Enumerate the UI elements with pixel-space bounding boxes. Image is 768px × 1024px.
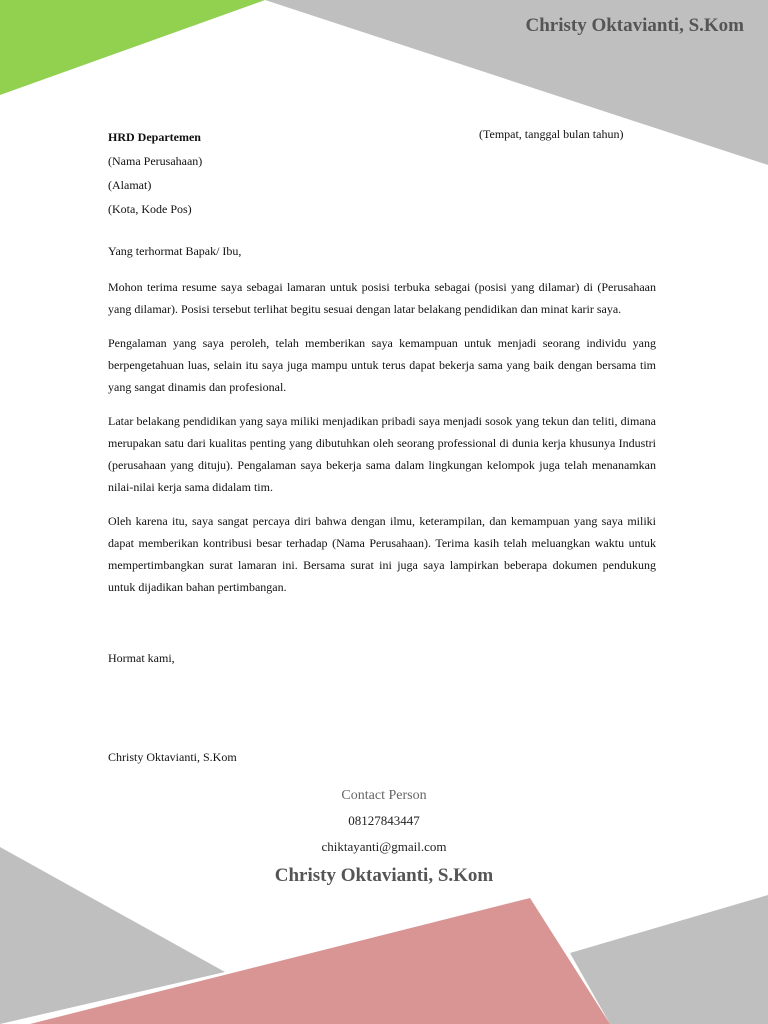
header-name: Christy Oktavianti, S.Kom [525, 15, 744, 36]
place-date: (Tempat, tanggal bulan tahun) [479, 127, 624, 141]
bottom-right-gray-shape [570, 895, 768, 1024]
body-paragraph: Latar belakang pendidikan yang saya miliki menjadikan pribadi saya menjadi sosok yang tekun dan teliti, dimana merupakan satu dari kualitas penting yang dibutuhkan oleh seorang professional di dunia kerja khusunya Industri (perusahaan yang dituju). Pengalaman saya bekerja sama dalam lingkungan kelompok juga telah menanamkan nilai-nilai kerja sama didalam tim. [108, 414, 656, 494]
top-green-triangle [0, 0, 265, 95]
salutation: Yang terhormat Bapak/ Ibu, [108, 244, 242, 258]
signer-name: Christy Oktavianti, S.Kom [108, 750, 237, 764]
recipient-company: (Nama Perusahaan) [108, 154, 203, 168]
body-paragraph: Pengalaman yang saya peroleh, telah memberikan saya kemampuan untuk menjadi seorang individu yang berpengetahuan luas, selain itu saya juga mampu untuk terus dapat bekerja sama yang baik dengan bersama tim yang sangat dinamis dan profesional. [108, 336, 656, 394]
recipient-street: (Alamat) [108, 178, 152, 192]
contact-phone: 08127843447 [348, 813, 420, 828]
closing: Hormat kami, [108, 651, 175, 665]
body-paragraph: Mohon terima resume saya sebagai lamaran untuk posisi terbuka sebagai (posisi yang dilamar) di (Perusahaan yang dilamar). Posisi tersebut terlihat begitu sesuai dengan latar belakang pendidikan dan minat karir saya. [108, 280, 656, 316]
contact-name: Christy Oktavianti, S.Kom [274, 865, 494, 886]
letter-body [108, 276, 656, 610]
body-paragraph: Oleh karena itu, saya sangat percaya diri bahwa dengan ilmu, keterampilan, dan kemampuan yang saya miliki dapat memberikan kontribusi besar terhadap (Nama Perusahaan). Terima kasih telah meluangkan waktu untuk mempertimbangkan surat lamaran ini. Bersama surat ini juga saya lampirkan beberapa dokumen pendukung untuk dijadikan bahan pertimbangan. [108, 514, 656, 594]
recipient-address [108, 125, 202, 221]
recipient-city: (Kota, Kode Pos) [108, 202, 192, 216]
contact-email: chiktayanti@gmail.com [321, 839, 447, 854]
contact-label: Contact Person [341, 788, 427, 803]
recipient-department: HRD Departemen [108, 130, 201, 144]
